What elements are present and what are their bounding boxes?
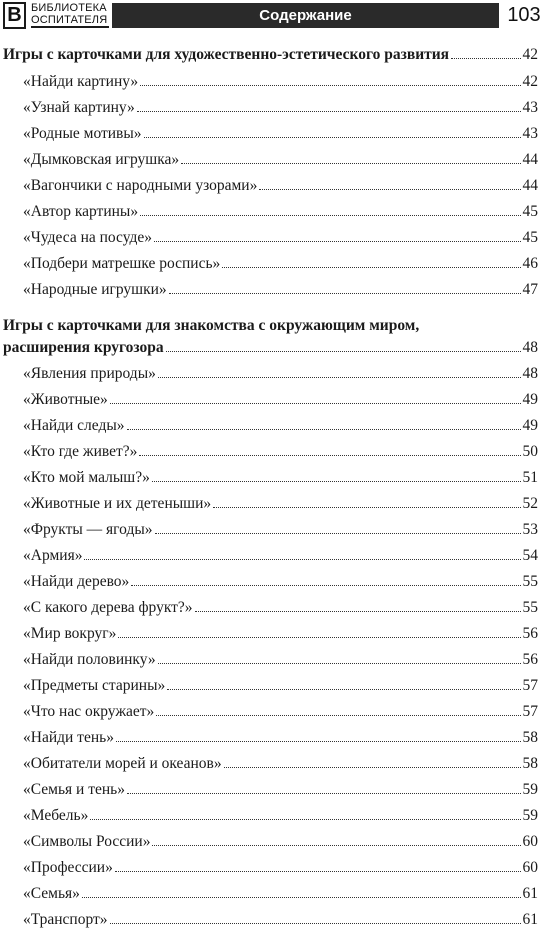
leader-dots <box>110 923 521 924</box>
toc-page-number: 46 <box>522 255 538 272</box>
toc-item[interactable] <box>0 831 548 853</box>
leader-dots <box>127 793 521 794</box>
series-name-line2: ОСПИТАТЕЛЯ <box>31 14 108 26</box>
toc-item-label: «С какого дерева фрукт?» <box>23 599 193 616</box>
toc-item[interactable] <box>0 519 548 541</box>
toc-item-label: «Животные и их детеныши» <box>23 495 212 512</box>
toc-item-label: «Родные мотивы» <box>23 125 142 142</box>
toc-page-number: 45 <box>522 203 538 220</box>
toc-item[interactable] <box>0 727 548 749</box>
toc-item-label: «Чудеса на посуде» <box>23 229 153 246</box>
toc-section-heading[interactable] <box>0 337 548 359</box>
leader-dots <box>155 533 521 534</box>
leader-dots <box>137 111 521 112</box>
leader-dots <box>158 663 521 664</box>
toc-item-label: «Кто мой малыш?» <box>23 469 150 486</box>
toc-page-number: 48 <box>522 339 538 356</box>
toc-item-label: «Узнай картину» <box>23 99 135 116</box>
toc-item[interactable] <box>0 909 548 931</box>
leader-dots <box>224 767 521 768</box>
toc-page-number: 47 <box>522 281 538 298</box>
toc-item-label: «Автор картины» <box>23 203 139 220</box>
toc-item-label: «Животные» <box>23 391 108 408</box>
toc-page-number: 55 <box>522 573 538 590</box>
toc-item-label: «Предметы старины» <box>23 677 166 694</box>
toc-item[interactable] <box>0 805 548 827</box>
toc-item-label: «Профессии» <box>23 859 113 876</box>
leader-dots <box>90 819 520 820</box>
toc-item-label: «Найди следы» <box>23 417 125 434</box>
toc-page-number: 52 <box>522 495 538 512</box>
toc-item[interactable] <box>0 227 548 249</box>
leader-dots <box>158 377 521 378</box>
toc-page-number: 61 <box>522 885 538 902</box>
toc-item-label: «Фрукты — ягоды» <box>23 521 153 538</box>
series-logo: B <box>3 2 26 29</box>
toc-item[interactable] <box>0 253 548 275</box>
toc-item-label: «Подбери матрешке роспись» <box>23 255 221 272</box>
toc-page-number: 57 <box>522 677 538 694</box>
toc-page-number: 61 <box>522 911 538 928</box>
toc-item[interactable] <box>0 415 548 437</box>
toc-item[interactable] <box>0 545 548 567</box>
toc-page-number: 43 <box>522 125 538 142</box>
toc-item[interactable] <box>0 883 548 905</box>
leader-dots <box>127 429 521 430</box>
toc-item[interactable] <box>0 71 548 93</box>
toc-item[interactable] <box>0 675 548 697</box>
page-header <box>0 0 548 32</box>
toc-page-number: 60 <box>522 859 538 876</box>
leader-dots <box>152 481 521 482</box>
toc-item[interactable] <box>0 389 548 411</box>
toc-item[interactable] <box>0 279 548 301</box>
toc-item[interactable] <box>0 493 548 515</box>
toc-section-title: Игры с карточками для художественно-эстетического развития <box>3 46 450 63</box>
toc-item-label: «Явления природы» <box>23 365 156 382</box>
leader-dots <box>181 163 520 164</box>
toc-item-label: «Семья» <box>23 885 80 902</box>
toc-item[interactable] <box>0 363 548 385</box>
leader-dots <box>116 741 521 742</box>
toc-item[interactable] <box>0 175 548 197</box>
toc-item[interactable] <box>0 701 548 723</box>
toc-item[interactable] <box>0 97 548 119</box>
toc-page-number: 56 <box>522 625 538 642</box>
leader-dots <box>131 585 520 586</box>
toc-page-number: 44 <box>522 151 538 168</box>
toc-item[interactable] <box>0 467 548 489</box>
toc-page-number: 45 <box>522 229 538 246</box>
toc-page-number: 49 <box>522 417 538 434</box>
leader-dots <box>167 689 520 690</box>
leader-dots <box>82 897 521 898</box>
toc-item[interactable] <box>0 753 548 775</box>
leader-dots <box>144 137 521 138</box>
toc-page-number: 60 <box>522 833 538 850</box>
toc-item[interactable] <box>0 123 548 145</box>
toc-page-number: 53 <box>522 521 538 538</box>
leader-dots <box>140 215 520 216</box>
toc-item[interactable] <box>0 857 548 879</box>
toc-page-number: 59 <box>522 807 538 824</box>
leader-dots <box>154 241 520 242</box>
toc-item[interactable] <box>0 149 548 171</box>
leader-dots <box>139 455 520 456</box>
toc-item[interactable] <box>0 441 548 463</box>
leader-dots <box>195 611 521 612</box>
toc-section-title-line1[interactable]: Игры с карточками для знакомства с окружающим миром, <box>3 317 420 334</box>
toc-page-number: 42 <box>522 73 538 90</box>
leader-dots <box>259 189 520 190</box>
toc-item-label: «Народные игрушки» <box>23 281 167 298</box>
leader-dots <box>140 85 520 86</box>
toc-page-number: 42 <box>522 46 538 63</box>
toc-item-label: «Мир вокруг» <box>23 625 117 642</box>
toc-item[interactable] <box>0 597 548 619</box>
toc-item[interactable] <box>0 571 548 593</box>
toc-item-label: «Найди тень» <box>23 729 114 746</box>
toc-page-number: 43 <box>522 99 538 116</box>
toc-page-number: 51 <box>522 469 538 486</box>
leader-dots <box>84 559 520 560</box>
toc-item[interactable] <box>0 201 548 223</box>
toc-item-label: «Кто где живет?» <box>23 443 138 460</box>
page-number: 103 <box>507 4 541 26</box>
toc-item-label: «Дымковская игрушка» <box>23 151 180 168</box>
leader-dots <box>156 715 520 716</box>
page-title: Содержание <box>112 3 499 28</box>
leader-dots <box>115 871 521 872</box>
series-divider <box>31 26 109 28</box>
toc-section-heading[interactable] <box>0 44 548 66</box>
leader-dots <box>222 267 520 268</box>
toc-page-number: 55 <box>522 599 538 616</box>
leader-dots <box>169 293 521 294</box>
toc-page-number: 54 <box>522 547 538 564</box>
toc-page-number: 57 <box>522 703 538 720</box>
toc-item[interactable] <box>0 623 548 645</box>
toc-item-label: «Что нас окружает» <box>23 703 155 720</box>
toc-item-label: «Найди картину» <box>23 73 139 90</box>
toc-page-number: 59 <box>522 781 538 798</box>
leader-dots <box>152 845 520 846</box>
toc-item[interactable] <box>0 649 548 671</box>
series-name-line1: БИБЛИОТЕКА <box>31 2 107 14</box>
toc-page-number: 56 <box>522 651 538 668</box>
toc-item-label: «Семья и тень» <box>23 781 125 798</box>
leader-dots <box>118 637 520 638</box>
leader-dots <box>166 351 521 352</box>
series-name <box>31 2 107 26</box>
toc-item-label: «Обитатели морей и океанов» <box>23 755 222 772</box>
toc-page-number: 58 <box>522 755 538 772</box>
toc-page-number: 48 <box>522 365 538 382</box>
toc-item-label: «Мебель» <box>23 807 89 824</box>
toc-page-number: 49 <box>522 391 538 408</box>
toc-page-number: 44 <box>522 177 538 194</box>
toc-item-label: «Армия» <box>23 547 83 564</box>
toc-item-label: «Вагончики с народными узорами» <box>23 177 258 194</box>
leader-dots <box>110 403 521 404</box>
toc-page-number: 50 <box>522 443 538 460</box>
toc-item-label: «Символы России» <box>23 833 151 850</box>
toc-item-label: «Найди половинку» <box>23 651 156 668</box>
toc-item-label: «Найди дерево» <box>23 573 130 590</box>
toc-page-number: 58 <box>522 729 538 746</box>
leader-dots <box>451 58 520 59</box>
toc-section-title-line2: расширения кругозора <box>3 339 164 356</box>
toc-item-label: «Транспорт» <box>23 911 108 928</box>
toc-item[interactable] <box>0 779 548 801</box>
leader-dots <box>213 507 520 508</box>
